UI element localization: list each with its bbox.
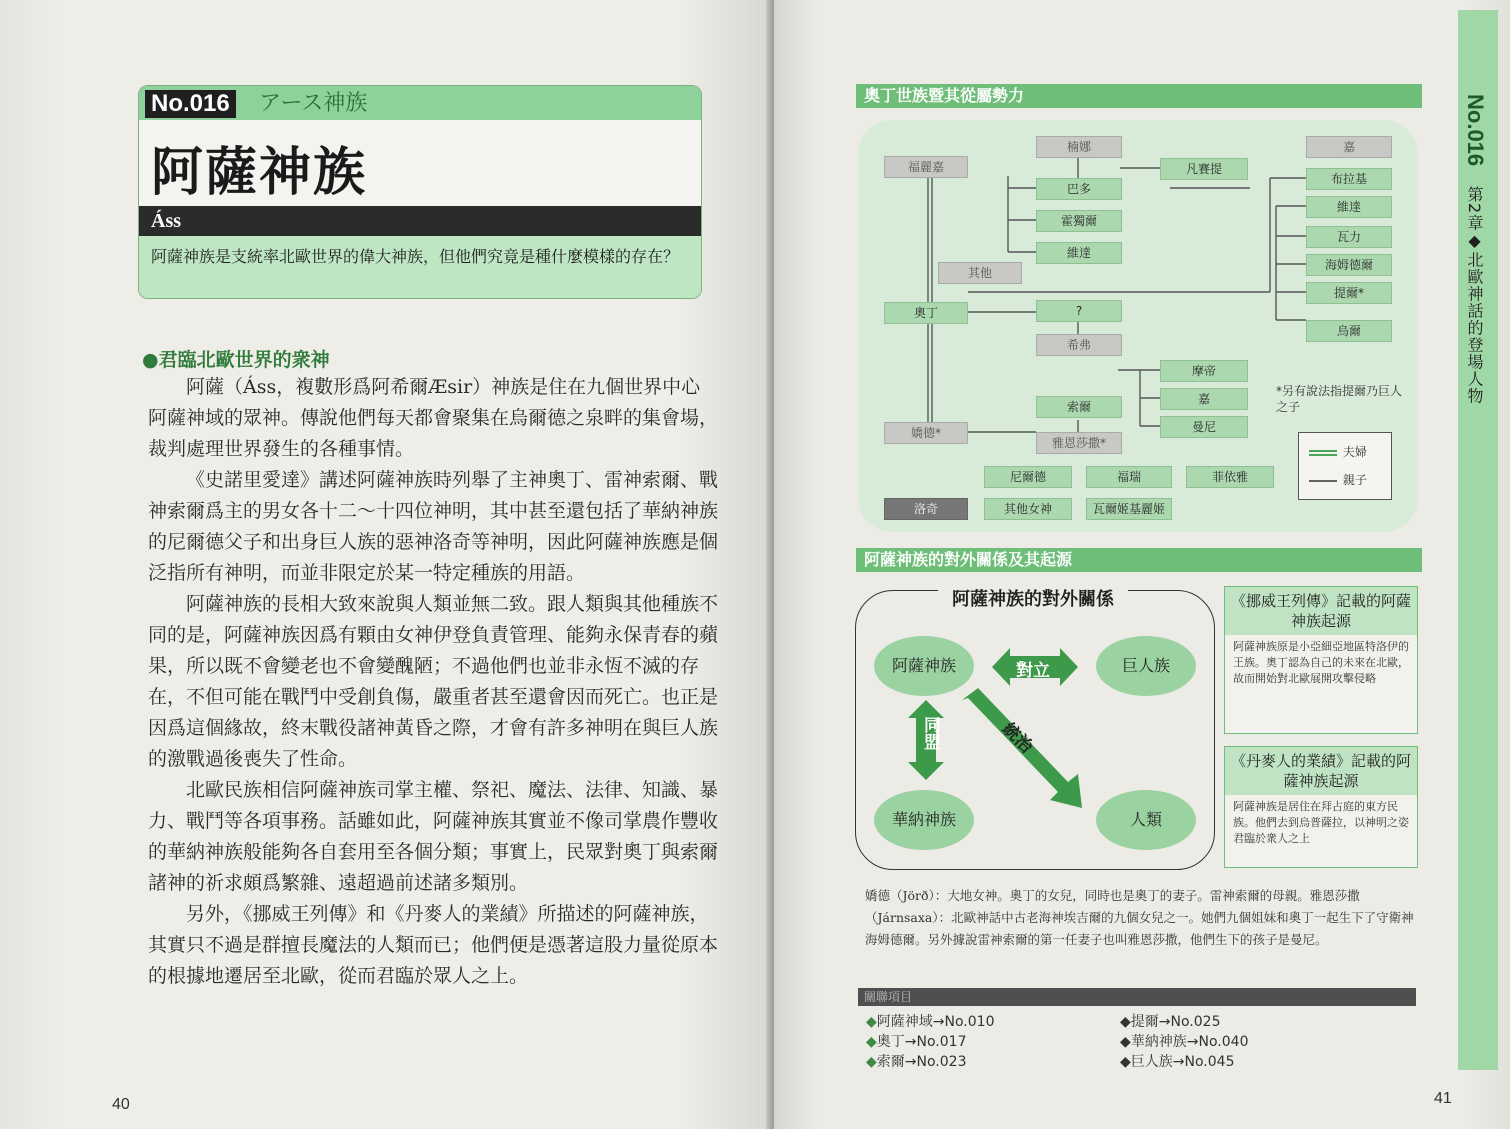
paragraph: 《史諾里愛達》講述阿薩神族時列舉了主神奧丁、雷神索爾、戰神索爾爲主的男女各十二～十四位神明，其中甚至還包括了華納神族的尼爾德父子和出身巨人族的惡神洛奇等神明，因此阿薩神族應是個泛指所有神明，而並非限定於某一特定種族的用語。 [148,469,719,584]
node-freyja: 菲依雅 [1186,466,1274,488]
reference-number: No.045 [1184,1054,1235,1070]
node-nanna: 楠娜 [1036,136,1122,158]
paragraph: 阿薩（Áss，複數形爲阿希爾Æsir）神族是住在九個世界中心阿薩神域的眾神。傳說他們每天都會聚集在烏爾德之泉畔的集會場，裁判處理世界發生的各種事情。 [148,376,719,460]
reference-link[interactable]: ◆華納神族→No.040 [1120,1034,1249,1050]
node-thrud: 嘉 [1160,388,1248,410]
oval-aesir: 阿薩神族 [874,636,974,696]
diamond-icon: ◆ [1120,1014,1131,1030]
tree-title: 奧丁世族暨其從屬勢力 [856,84,1422,108]
node-other-goddesses: 其他女神 [984,498,1072,520]
node-jord: 嬌德* [884,422,968,444]
node-freyr: 福瑞 [1086,466,1172,488]
diamond-icon: ◆ [1120,1034,1131,1050]
node-odin: 奧丁 [884,302,968,324]
page-number-left: 40 [112,1096,130,1113]
node-frigg: 福麗嘉 [884,156,968,178]
node-idun: 嘉 [1306,136,1392,158]
reference-link[interactable]: ◆提爾→No.025 [1120,1014,1221,1030]
node-magni: 曼尼 [1160,416,1248,438]
node-hodr: 霍獨爾 [1036,210,1122,232]
related-items-bar [858,988,1416,1006]
reference-link[interactable]: ◆奧丁→No.017 [866,1034,967,1050]
paragraph: 北歐民族相信阿薩神族司掌主權、祭祀、魔法、法律、知識、暴力、戰鬥等各項事務。話雖如此，阿薩神族其實並不像司掌農作豐收的華納神族般能夠各自套用至各個分類；事實上，民眾對奧丁與索爾諸神的祈求頗爲繁雜、遠超過前述諸多類別。 [148,779,719,894]
node-unknown: ? [1036,300,1122,322]
origin-box-gesta-danorum [1224,746,1418,868]
node-sif: 希弗 [1036,334,1122,356]
oval-humans: 人類 [1096,790,1196,850]
reference-name: 華納神族 [1130,1034,1187,1050]
section-heading: ●君臨北歐世界的衆神 [142,349,330,371]
page-number-right: 41 [1434,1090,1452,1107]
entry-number: No.016 [145,90,236,118]
reference-link[interactable]: ◆阿薩神域→No.010 [866,1014,995,1030]
reference-name: 奧丁 [876,1034,905,1050]
node-modi: 摩帝 [1160,360,1248,382]
reference-name: 巨人族 [1130,1054,1173,1070]
origin-box-heimskringla [1224,586,1418,734]
reference-link[interactable]: ◆巨人族→No.045 [1120,1054,1235,1070]
paragraph: 阿薩神族的長相大致來說與人類並無二致。跟人類與其他種族不同的是，阿薩神族因爲有顆由女神伊登負責管理、能夠永保青春的蘋果，所以既不會變老也不會變醜陋；不過他們也並非永恆不滅的存在，不但可能在戰鬥中受創負傷，嚴重者甚至還會因而死亡。也正是因爲這個緣故，終末戰役諸神黃昏之際，才會有許多神明在與巨人族的激戰過後喪失了性命。 [148,593,719,770]
legend-parent-label: 親子 [1342,473,1367,487]
diamond-icon: ◆ [866,1054,877,1070]
node-njord: 尼爾德 [984,466,1072,488]
subtitle: 阿薩神族是支統率北歐世界的偉大神族，但他們究竟是種什麼模樣的存在？ [151,247,680,266]
oval-vanir: 華納神族 [874,790,974,850]
node-loki: 洛奇 [884,498,968,520]
relations-title: 阿薩神族的對外關係及其起源 [856,548,1422,572]
node-vali: 瓦力 [1306,226,1392,248]
node-vidar-2: 維達 [1306,196,1392,218]
oval-giants: 巨人族 [1096,636,1196,696]
reference-number: No.040 [1198,1034,1249,1050]
node-bragi: 布拉基 [1306,168,1392,190]
node-tyr: 提爾* [1306,282,1392,304]
reference-link[interactable]: ◆索爾→No.023 [866,1054,967,1070]
origin-box-text: 阿薩神族原是小亞細亞地區特洛伊的王族。奧丁認為自己的未來在北歐，故而開始對北歐展開攻擊侵略 [1233,640,1409,685]
side-tab-number: No.016 [1463,94,1488,167]
node-baldr: 巴多 [1036,178,1122,200]
diamond-icon: ◆ [866,1014,877,1030]
legend-couple-label: 夫婦 [1342,445,1367,459]
tree-footnote: *另有說法指提爾乃巨人之子 [1276,384,1403,414]
node-ullr: 烏爾 [1306,320,1392,342]
reference-name: 提爾 [1130,1014,1159,1030]
diamond-icon: ◆ [866,1034,877,1050]
side-tab-chapter: 第2章◆北歐神話的登場人物 [1465,186,1484,405]
footnote: 嬌德（Jörð）：大地女神。奧丁的女兒，同時也是奧丁的妻子。雷神索爾的母親。雅恩莎撒（Járnsaxa）：北歐神話中古老海神埃吉爾的九個女兒之一。她們九個姐妹和奧丁一起生下了守衛神海姆德爾。另外據說雷神索爾的第一任妻子也叫雅恩莎撒，他們生下的孩子是曼尼。 [865,888,1414,947]
page-title: 阿薩神族 [151,143,368,203]
reference-number: No.023 [916,1054,967,1070]
node-thor: 索爾 [1036,396,1122,418]
diamond-icon: ◆ [1120,1054,1131,1070]
node-heimdall: 海姆德爾 [1306,254,1392,276]
origin-box-title: 《丹麥人的業績》記載的阿薩神族起源 [1225,747,1417,795]
roman-name: Áss [151,210,182,232]
node-others: 其他 [938,262,1022,284]
node-vidar: 維達 [1036,242,1122,264]
relations-panel-title: 阿薩神族的對外關係 [938,585,1128,611]
japanese-title: アース神族 [259,91,368,116]
related-items-label: 關聯項目 [864,990,913,1004]
rule-label: 統治 [998,719,1037,758]
reference-name: 阿薩神域 [876,1014,933,1030]
reference-name: 索爾 [876,1054,905,1070]
node-jarnsaxa: 雅恩莎撒* [1036,432,1122,454]
reference-number: No.017 [916,1034,967,1050]
opposed-label: 對立 [1016,661,1050,681]
alliance-label: 同盟 [920,716,940,750]
origin-box-text: 阿薩神族是居住在拜占庭的東方民族。他們去到烏普薩拉，以神明之姿君臨於衆人之上 [1233,800,1409,845]
reference-number: No.010 [944,1014,995,1030]
node-forseti: 凡賽提 [1160,158,1248,180]
origin-box-title: 《挪威王列傳》記載的阿薩神族起源 [1225,587,1417,635]
paragraph: 另外，《挪威王列傳》和《丹麥人的業績》所描述的阿薩神族，其實只不過是群擅長魔法的人類而已；他們便是憑著這股力量從原本的根據地遷居至北歐，從而君臨於眾人之上。 [148,903,719,987]
reference-number: No.025 [1170,1014,1221,1030]
node-valkyries: 瓦爾姬基麗姬 [1086,498,1172,520]
